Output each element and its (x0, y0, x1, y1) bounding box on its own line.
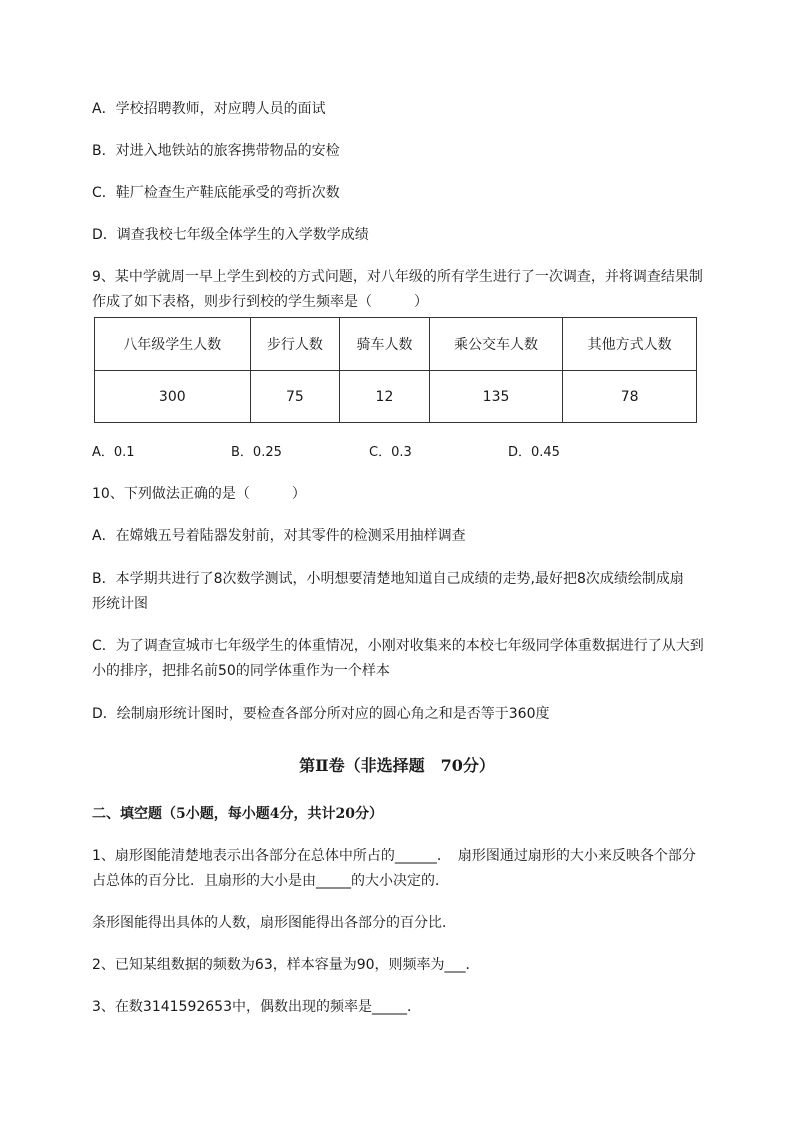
table-header-cell: 八年级学生人数 (95, 318, 251, 371)
q10-option-a: A．在嫦娥五号着陆器发射前，对其零件的检测采用抽样调查 (92, 528, 466, 544)
fill-q2: 2、已知某组数据的频数为63，样本容量为90，则频率为___． (92, 957, 480, 973)
q8-option-c: C．鞋厂检查生产鞋底能承受的弯折次数 (92, 185, 340, 201)
fill-q1-line1: 1、扇形图能清楚地表示出各部分在总体中所占的______． 扇形图通过扇形的大小来反映各个部分 (92, 848, 696, 864)
fill-q3: 3、在数3141592653中，偶数出现的频率是_____． (92, 999, 421, 1015)
table-header-cell: 骑车人数 (340, 318, 430, 371)
table-header-cell: 步行人数 (250, 318, 340, 371)
table-cell: 12 (340, 371, 430, 423)
section2-title: 二、填空题（5小题，每小题4分，共计20分） (92, 806, 383, 822)
table-cell: 300 (95, 371, 251, 423)
table-header-cell: 其他方式人数 (563, 318, 697, 371)
q10-stem: 10、下列做法正确的是（ ） (92, 486, 306, 502)
fill-q1-line2: 占总体的百分比．且扇形的大小是由_____的大小决定的． (92, 873, 449, 889)
table-cell: 135 (429, 371, 563, 423)
table-cell: 75 (250, 371, 340, 423)
q9-table (94, 317, 697, 423)
q10-option-c-line1: C．为了调查宣城市七年级学生的体重情况，小刚对收集来的本校七年级同学体重数据进行了从大到 (92, 638, 704, 654)
table-row (95, 371, 697, 423)
q9-option-a: A．0.1 (92, 445, 135, 460)
fill-q1-line3: 条形图能得出具体的人数，扇形图能得出各部分的百分比． (92, 915, 456, 931)
q9-option-d: D．0.45 (508, 445, 560, 460)
q10-option-b-line2: 形统计图 (92, 596, 148, 612)
q8-option-a: A．学校招聘教师，对应聘人员的面试 (92, 101, 326, 117)
q9-stem-line2: 作成了如下表格，则步行到校的学生频率是（ ） (92, 294, 428, 310)
table-cell: 78 (563, 371, 697, 423)
q9-option-c: C．0.3 (369, 445, 412, 460)
q10-option-c-line2: 小的排序，把排名前50的同学体重作为一个样本 (92, 663, 390, 679)
q8-option-d: D．调查我校七年级全体学生的入学数学成绩 (92, 227, 369, 243)
table-header-row (95, 318, 697, 371)
part2-title: 第Ⅱ卷（非选择题 70分） (299, 756, 495, 775)
q10-option-b-line1: B．本学期共进行了8次数学测试，小明想要清楚地知道自己成绩的走势,最好把8次成绩绘制成扇 (92, 571, 684, 587)
q10-option-d: D．绘制扇形统计图时，要检查各部分所对应的圆心角之和是否等于360度 (92, 706, 550, 722)
table-header-cell: 乘公交车人数 (429, 318, 563, 371)
q9-stem-line1: 9、某中学就周一早上学生到校的方式问题，对八年级的所有学生进行了一次调查，并将调查结果制 (92, 269, 703, 285)
q8-option-b: B．对进入地铁站的旅客携带物品的安检 (92, 143, 340, 159)
q9-option-b: B．0.25 (231, 445, 282, 460)
